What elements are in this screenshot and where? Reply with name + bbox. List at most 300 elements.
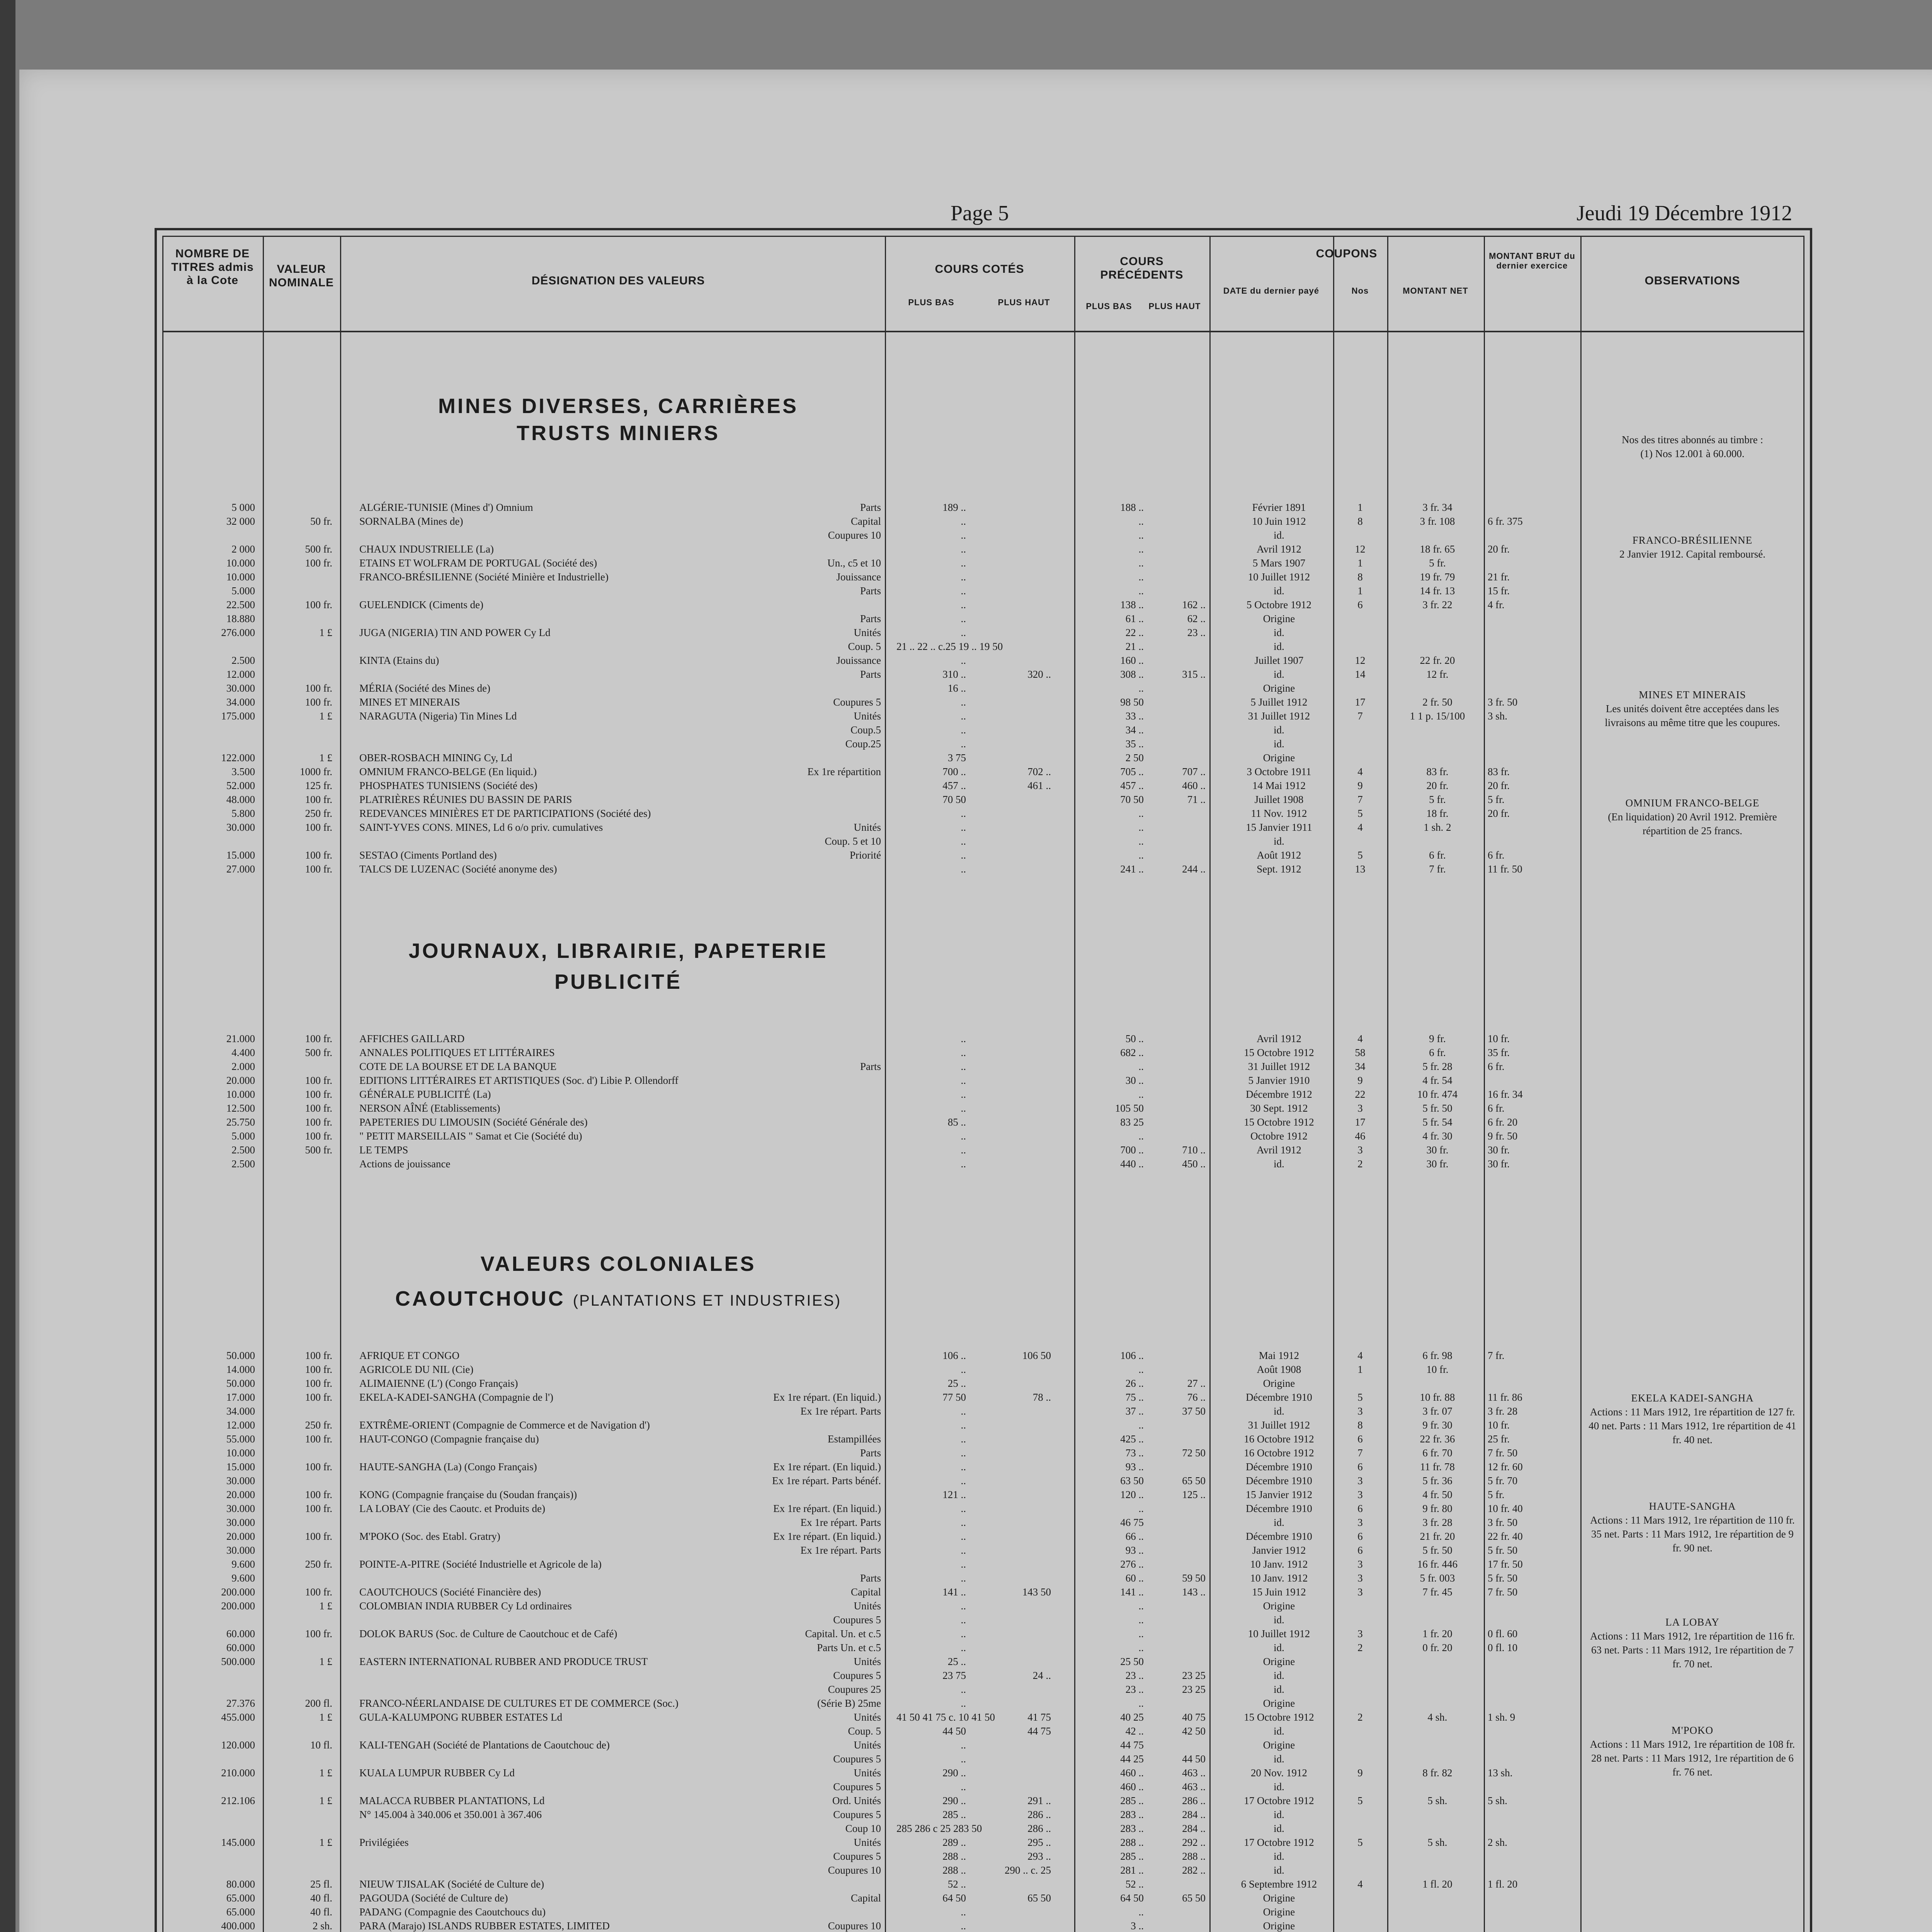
cell-prec-bas: 288 .. [1120, 1837, 1144, 1848]
cell-cours-haut [974, 751, 1051, 765]
cell-prec-haut [1144, 806, 1206, 820]
cell-nominal: 1 £ [319, 627, 332, 638]
cell-designation: PAPETERIES DU LIMOUSIN (Société Générale des) [359, 1116, 588, 1128]
cell-prec-bas: 241 .. [1120, 863, 1144, 875]
cell-count: 10.000 [226, 1447, 255, 1459]
cell-montant-brut [1488, 1821, 1573, 1835]
cell-coupon-montant [1395, 723, 1480, 737]
cell-prec-haut [1144, 542, 1206, 556]
cell-prec-bas-column [1082, 500, 1144, 876]
cell-coupon-date: 10 Janv. 1912 [1250, 1572, 1308, 1584]
observation-text: Actions : 11 Mars 1912, 1re répartition de 108 fr. 28 net. Parts : 11 Mars 1912, 1re répartition de 6 fr. 76 net. [1590, 1738, 1795, 1778]
cell-coupon-num: 3 [1357, 1102, 1363, 1114]
cell-prec-haut [1144, 1418, 1206, 1432]
cell-designation: Privilégiées [359, 1837, 409, 1848]
cell-designation: MÉRIA (Société des Mines de) [359, 682, 490, 694]
cell-nominal: 40 fl. [310, 1906, 332, 1918]
cell-nominal: 1 £ [319, 710, 332, 722]
cell-cours-bas: .. [961, 849, 966, 861]
cell-cours-haut [974, 1599, 1051, 1613]
cell-title-type [769, 1143, 881, 1157]
cell-cours-haut [974, 556, 1051, 570]
cell-count [166, 1724, 255, 1738]
cell-prec-haut [1144, 500, 1206, 514]
cell-coupon-date: id. [1274, 1642, 1284, 1653]
cell-cours-haut [974, 1613, 1051, 1627]
cell-title-type: (Série B) 25me [817, 1697, 881, 1709]
cell-montant-brut [1488, 1738, 1573, 1752]
cell-coupon-montant [1395, 1696, 1480, 1710]
cell-montant-brut [1488, 1808, 1573, 1821]
cell-prec-bas: 61 .. [1125, 613, 1144, 624]
cell-prec-bas: 460 .. [1120, 1767, 1144, 1779]
cell-prec-haut [1144, 1877, 1206, 1891]
cell-prec-bas: 93 .. [1125, 1544, 1144, 1556]
cell-cours-bas: 85 .. [947, 1116, 966, 1128]
cell-prec-bas: 120 .. [1120, 1489, 1144, 1500]
cell-prec-haut: 710 .. [1182, 1144, 1206, 1156]
cell-coupon-montant: 3 fr. 07 [1422, 1405, 1452, 1417]
cell-title-type [769, 1032, 881, 1046]
cell-nominal [267, 667, 332, 681]
cell-coupon-num: 6 [1357, 1531, 1363, 1542]
section-subtitle-mines: TRUSTS MINIERS [516, 422, 720, 445]
cell-designation: EASTERN INTERNATIONAL RUBBER AND PRODUCE TRUST [359, 1656, 648, 1667]
cell-count: 120.000 [221, 1739, 255, 1751]
cell-designation: PADANG (Compagnie des Caoutchoucs du) [359, 1906, 546, 1918]
cell-title-type: Coup.25 [845, 738, 881, 750]
cell-designation: GÉNÉRALE PUBLICITÉ (La) [359, 1088, 491, 1100]
cell-coupon-date-column [1221, 1032, 1337, 1171]
observation-text: Les unités doivent être acceptées dans les livraisons au même titre que les coupures. [1605, 703, 1780, 728]
cell-cours-bas: .. [961, 1558, 966, 1570]
cell-prec-bas: 83 25 [1120, 1116, 1144, 1128]
cell-cours-haut: 65 50 [1027, 1892, 1051, 1904]
cell-cours-bas: .. [961, 1697, 966, 1709]
header-coupons: COUPONS [1316, 247, 1378, 260]
cell-nominal [267, 1808, 332, 1821]
cell-title-type [769, 1877, 881, 1891]
cell-count: 30.000 [226, 682, 255, 694]
cell-nominal: 250 fr. [305, 808, 332, 819]
cell-nominal [267, 834, 332, 848]
cell-count: 12.000 [226, 668, 255, 680]
cell-coupon-montant: 6 fr. 70 [1422, 1447, 1452, 1459]
cell-cours-haut [974, 1488, 1051, 1502]
cell-nominal: 100 fr. [305, 1489, 332, 1500]
cell-coupon-date: Origine [1263, 1378, 1295, 1389]
cell-count: 3.500 [231, 766, 255, 777]
cell-cours-haut [974, 1905, 1051, 1919]
cell-cours-haut [974, 598, 1051, 612]
cell-title-type [769, 1376, 881, 1390]
cell-nominal: 2 sh. [312, 1920, 332, 1932]
cell-prec-haut [1144, 1101, 1206, 1115]
cell-prec-haut: 286 .. [1182, 1795, 1206, 1806]
cell-prec-bas: 308 .. [1120, 668, 1144, 680]
cell-nominal [267, 612, 332, 626]
cell-montant-brut: 6 fr. [1488, 1102, 1505, 1114]
cell-designation: ANNALES POLITIQUES ET LITTÉRAIRES [359, 1047, 555, 1058]
cell-prec-haut [1144, 1529, 1206, 1543]
cell-cours-haut [974, 1641, 1051, 1655]
cell-cours-bas: .. [961, 557, 966, 569]
cell-prec-bas: 105 50 [1115, 1102, 1144, 1114]
cell-cours-bas: 16 .. [947, 682, 966, 694]
cell-coupon-date-column [1221, 1349, 1337, 1932]
cell-title-type: Unités [854, 1767, 881, 1779]
cell-designation: KALI-TENGAH (Société de Plantations de Caoutchouc de) [359, 1739, 610, 1751]
cell-cours-bas: 41 50 41 75 c. 10 41 50 [896, 1711, 995, 1723]
cell-cours-haut [974, 1655, 1051, 1668]
cell-prec-haut: 65 50 [1182, 1475, 1206, 1486]
observation-title: LA LOBAY [1665, 1616, 1719, 1628]
cell-coupon-date: id. [1274, 1753, 1284, 1765]
cell-prec-bas: .. [1138, 1061, 1144, 1072]
cell-count: 5.800 [231, 808, 255, 819]
cell-prec-bas: 457 .. [1120, 780, 1144, 791]
cell-prec-bas: 37 .. [1125, 1405, 1144, 1417]
cell-title-type: Parts [860, 668, 881, 680]
observation-franco [1588, 533, 1797, 561]
cell-count: 10.000 [226, 1088, 255, 1100]
observation-text: 2 Janvier 1912. Capital remboursé. [1619, 548, 1765, 560]
cell-coupon-num: 12 [1355, 655, 1366, 666]
cell-prec-haut [1144, 1046, 1206, 1060]
cell-nominal [267, 723, 332, 737]
cell-count: 18.880 [226, 613, 255, 624]
cell-prec-haut [1144, 1432, 1206, 1446]
cell-nominal [267, 1724, 332, 1738]
cell-count: 30.000 [226, 1503, 255, 1514]
cell-montant-brut [1488, 667, 1573, 681]
cell-title-type: Unités [854, 1656, 881, 1667]
cell-prec-haut: 707 .. [1182, 766, 1206, 777]
cell-coupon-date: id. [1274, 1405, 1284, 1417]
observation-mpoko [1588, 1723, 1797, 1779]
observation-title: OMNIUM FRANCO-BELGE [1625, 797, 1760, 809]
column-divider [1580, 236, 1582, 1932]
cell-coupon-montant: 30 fr. [1426, 1158, 1449, 1170]
cell-title-type: Ex 1re répart. Parts [800, 1517, 881, 1528]
cell-cours-bas: .. [961, 1531, 966, 1542]
cell-coupon-montant: 7 fr. 45 [1422, 1586, 1452, 1598]
cell-nominal: 100 fr. [305, 1102, 332, 1114]
cell-designation: NARAGUTA (Nigeria) Tin Mines Ld [359, 710, 517, 722]
cell-cours-bas: .. [961, 835, 966, 847]
cell-title-type [769, 779, 881, 793]
cell-cours-haut [974, 626, 1051, 639]
cell-cours-haut [974, 1129, 1051, 1143]
cell-prec-bas: 70 50 [1120, 794, 1144, 805]
cell-nominal: 100 fr. [305, 1033, 332, 1044]
cell-prec-bas: .. [1138, 571, 1144, 583]
cell-coupon-montant: 6 fr. [1429, 1047, 1446, 1058]
cell-prec-haut [1144, 1599, 1206, 1613]
cell-nominal: 1 £ [319, 1600, 332, 1612]
cell-coupon-montant-column [1395, 500, 1480, 876]
cell-prec-haut: 65 50 [1182, 1892, 1206, 1904]
cell-coupon-date: Mai 1912 [1259, 1350, 1299, 1361]
cell-cours-haut [974, 1557, 1051, 1571]
observation-title: HAUTE-SANGHA [1649, 1500, 1736, 1512]
cell-coupon-date: Avril 1912 [1257, 543, 1301, 555]
cell-nominal: 500 fr. [305, 1047, 332, 1058]
cell-nominal [267, 1060, 332, 1073]
cell-designation: PAGOUDA (Société de Culture de) [359, 1892, 508, 1904]
cell-count: 200.000 [221, 1600, 255, 1612]
cell-prec-bas: 23 .. [1125, 1684, 1144, 1695]
cell-nominal [267, 528, 332, 542]
cell-coupon-date: 10 Juin 1912 [1252, 515, 1306, 527]
cell-nominal: 250 fr. [305, 1558, 332, 1570]
cell-nominal: 25 fl. [310, 1878, 332, 1890]
cell-cours-haut [974, 834, 1051, 848]
cell-count: 12.500 [226, 1102, 255, 1114]
cell-coupon-num: 6 [1357, 1544, 1363, 1556]
cell-cours-haut [974, 820, 1051, 834]
cell-designation: COLOMBIAN INDIA RUBBER Cy Ld ordinaires [359, 1600, 572, 1612]
cell-count: 27.376 [226, 1697, 255, 1709]
cell-prec-haut [1144, 1115, 1206, 1129]
cell-designation: CAOUTCHOUCS (Société Financière des) [359, 1586, 541, 1598]
cell-coupon-num [1337, 681, 1383, 695]
cell-prec-haut: 288 .. [1182, 1850, 1206, 1862]
cell-count-column [166, 1349, 255, 1932]
cell-designation: CHAUX INDUSTRIELLE (La) [359, 543, 494, 555]
cell-coupon-date: 14 Mai 1912 [1252, 780, 1306, 791]
cell-coupon-montant [1395, 1599, 1480, 1613]
cell-coupon-num: 17 [1355, 696, 1366, 708]
cell-coupon-montant [1395, 1752, 1480, 1766]
cell-prec-haut: 284 .. [1182, 1823, 1206, 1834]
cell-montant-brut: 7 fr. [1488, 1350, 1505, 1361]
cell-coupon-num: 9 [1357, 1767, 1363, 1779]
cell-prec-bas: .. [1138, 1628, 1144, 1639]
cell-designation: NERSON AÎNÉ (Etablissements) [359, 1102, 500, 1114]
cell-designation: ETAINS ET WOLFRAM DE PORTUGAL (Société des) [359, 557, 597, 569]
cell-coupon-montant [1395, 1376, 1480, 1390]
cell-prec-haut [1144, 1460, 1206, 1474]
cell-cours-haut-column [974, 1032, 1051, 1171]
cell-coupon-num: 7 [1357, 794, 1363, 805]
cell-nominal: 100 fr. [305, 1116, 332, 1128]
cell-cours-bas: .. [961, 1753, 966, 1765]
cell-cours-bas: 457 .. [942, 780, 966, 791]
cell-title-type [769, 1362, 881, 1376]
cell-cours-bas: .. [961, 1572, 966, 1584]
cell-nominal: 100 fr. [305, 696, 332, 708]
cell-cours-bas: 289 .. [942, 1837, 966, 1848]
cell-cours-bas: 141 .. [942, 1586, 966, 1598]
observation-title: EKELA KADEI-SANGHA [1631, 1392, 1754, 1404]
cell-coupon-montant: 6 fr. 98 [1422, 1350, 1452, 1361]
cell-prec-bas: 42 .. [1125, 1725, 1144, 1737]
cell-cours-bas: 290 .. [942, 1767, 966, 1779]
cell-title-type: Un., c5 et 10 [827, 557, 881, 569]
cell-prec-bas: .. [1138, 557, 1144, 569]
cell-coupon-montant: 6 fr. [1429, 849, 1446, 861]
observation-note-text: Nos des titres abonnés au timbre : [1622, 434, 1763, 446]
cell-title-type [769, 681, 881, 695]
cell-nominal: 100 fr. [305, 1628, 332, 1639]
cell-prec-bas: 705 .. [1120, 766, 1144, 777]
cell-nominal [267, 653, 332, 667]
cell-title-type: Coup. 5 [848, 1725, 881, 1737]
cell-montant-brut: 5 fr. [1488, 1489, 1505, 1500]
cell-prec-bas: .. [1138, 1130, 1144, 1142]
cell-montant-brut [1488, 639, 1573, 653]
cell-coupon-montant: 9 fr. 30 [1422, 1419, 1452, 1431]
cell-coupon-montant: 4 fr. 30 [1422, 1130, 1452, 1142]
cell-coupon-date: id. [1274, 738, 1284, 750]
cell-prec-haut: 244 .. [1182, 863, 1206, 875]
cell-cours-haut: 295 .. [1027, 1837, 1051, 1848]
cell-coupon-num: 5 [1357, 1795, 1363, 1806]
cell-prec-haut: 44 50 [1182, 1753, 1206, 1765]
cell-coupon-date: 16 Octobre 1912 [1244, 1447, 1314, 1459]
cell-prec-bas: .. [1138, 1906, 1144, 1918]
cell-montant-brut: 11 fr. 86 [1488, 1391, 1522, 1403]
cell-montant-brut-column [1488, 1032, 1573, 1171]
cell-nominal: 100 fr. [305, 1461, 332, 1473]
cell-coupon-date: 31 Juillet 1912 [1248, 1061, 1310, 1072]
cell-cours-haut [974, 806, 1051, 820]
cell-prec-bas: 98 50 [1120, 696, 1144, 708]
cell-nominal: 1 £ [319, 1837, 332, 1848]
cell-nominal: 100 fr. [305, 1586, 332, 1598]
cell-coupon-num: 4 [1357, 1033, 1363, 1044]
cell-count: 10.000 [226, 571, 255, 583]
cell-prec-bas: 285 .. [1120, 1795, 1144, 1806]
cell-coupon-date: Origine [1263, 1892, 1295, 1904]
cell-title-type [769, 598, 881, 612]
cell-montant-brut [1488, 556, 1573, 570]
cell-nominal: 100 fr. [305, 794, 332, 805]
cell-montant-brut: 10 fr. 40 [1488, 1503, 1523, 1514]
cell-count: 21.000 [226, 1033, 255, 1044]
cell-cours-bas: .. [961, 515, 966, 527]
cell-coupon-montant: 4 sh. [1427, 1711, 1447, 1723]
cell-count [166, 1849, 255, 1863]
cell-prec-bas: .. [1138, 1642, 1144, 1653]
cell-coupon-num: 8 [1357, 1419, 1363, 1431]
cell-coupon-date: Février 1891 [1252, 502, 1306, 513]
cell-coupon-date: 17 Octobre 1912 [1244, 1837, 1314, 1848]
cell-coupon-montant: 5 fr. 54 [1422, 1116, 1452, 1128]
cell-prec-bas: 700 .. [1120, 1144, 1144, 1156]
cell-prec-haut: 23 25 [1182, 1684, 1206, 1695]
cell-prec-haut: 463 .. [1182, 1781, 1206, 1793]
cell-montant-brut [1488, 1668, 1573, 1682]
cell-cours-haut [974, 1529, 1051, 1543]
cell-nominal: 1 £ [319, 1656, 332, 1667]
cell-coupon-montant: 9 fr. [1429, 1033, 1446, 1044]
cell-cours-haut [974, 848, 1051, 862]
cell-montant-brut [1488, 723, 1573, 737]
cell-cours-bas: .. [961, 1544, 966, 1556]
cell-nominal-column [267, 1032, 332, 1171]
cell-coupon-date: Sept. 1912 [1257, 863, 1301, 875]
cell-montant-brut-column [1488, 1349, 1573, 1932]
cell-coupon-montant [1395, 737, 1480, 751]
cell-cours-haut [974, 1502, 1051, 1515]
cell-coupon-num [1337, 1376, 1383, 1390]
cell-title-type: Unités [854, 1739, 881, 1751]
cell-title-type: Unités [854, 1711, 881, 1723]
cell-nominal [267, 1780, 332, 1794]
cell-cours-haut: 41 75 [1027, 1711, 1051, 1723]
cell-coupon-num: 3 [1357, 1475, 1363, 1486]
cell-prec-haut [1144, 1349, 1206, 1362]
cell-count: 60.000 [226, 1642, 255, 1653]
cell-cours-bas: .. [961, 1447, 966, 1459]
cell-montant-brut: 25 fr. [1488, 1433, 1510, 1445]
cell-coupon-date: Origine [1263, 1656, 1295, 1667]
cell-designation: ALGÉRIE-TUNISIE (Mines d') Omnium [359, 502, 533, 513]
cell-cours-bas: .. [961, 1739, 966, 1751]
cell-title-type-column [769, 1032, 881, 1171]
cell-prec-haut [1144, 514, 1206, 528]
cell-cours-bas: .. [961, 1061, 966, 1072]
cell-coupon-montant: 3 fr. 108 [1420, 515, 1455, 527]
cell-coupon-montant: 10 fr. 474 [1417, 1088, 1458, 1100]
cell-count: 10.000 [226, 557, 255, 569]
cell-prec-bas: 141 .. [1120, 1586, 1144, 1598]
cell-count: 2.500 [231, 655, 255, 666]
cell-coupon-date: 10 Juillet 1912 [1248, 571, 1310, 583]
cell-prec-bas: .. [1138, 849, 1144, 861]
cell-title-type: Ord. Unités [832, 1795, 881, 1806]
cell-count: 20.000 [226, 1531, 255, 1542]
cell-title-type: Parts [860, 502, 881, 513]
cell-title-type: Parts Un. et c.5 [817, 1642, 881, 1653]
cell-coupon-montant: 14 fr. 13 [1420, 585, 1455, 597]
cell-cours-haut [974, 1143, 1051, 1157]
cell-designation: OBER-ROSBACH MINING Cy, Ld [359, 752, 512, 764]
cell-title-type [769, 1087, 881, 1101]
cell-nominal: 100 fr. [305, 821, 332, 833]
cell-prec-bas: .. [1138, 1697, 1144, 1709]
cell-count: 65.000 [226, 1892, 255, 1904]
cell-count: 2.000 [231, 1061, 255, 1072]
cell-cours-haut-column [974, 500, 1051, 876]
cell-nominal: 100 fr. [305, 1075, 332, 1086]
cell-prec-bas: 188 .. [1120, 502, 1144, 513]
cell-montant-brut [1488, 1919, 1573, 1932]
cell-cours-bas: .. [961, 1503, 966, 1514]
cell-title-type: Coupures 5 [833, 696, 881, 708]
section-subtitle-caoutchouc-detail: (PLANTATIONS ET INDUSTRIES) [573, 1292, 842, 1309]
cell-coupon-date: id. [1274, 585, 1284, 597]
cell-title-type: Unités [854, 821, 881, 833]
cell-coupon-num [1337, 1905, 1383, 1919]
cell-coupon-date: 15 Janvier 1911 [1246, 821, 1312, 833]
cell-title-type [769, 1349, 881, 1362]
cell-cours-bas: .. [961, 1461, 966, 1473]
cell-title-type [769, 1905, 881, 1919]
cell-coupon-montant [1395, 1849, 1480, 1863]
cell-montant-brut: 30 fr. [1488, 1144, 1510, 1156]
cell-montant-brut: 6 fr. [1488, 1061, 1505, 1072]
cell-count: 5 000 [231, 502, 255, 513]
cell-title-type: Coup. 5 et 10 [825, 835, 881, 847]
cell-cours-bas: .. [961, 1517, 966, 1528]
cell-cours-bas: 3 75 [947, 752, 966, 764]
cell-prec-bas: .. [1138, 1600, 1144, 1612]
cell-cours-bas: 121 .. [942, 1489, 966, 1500]
cell-prec-haut [1144, 848, 1206, 862]
